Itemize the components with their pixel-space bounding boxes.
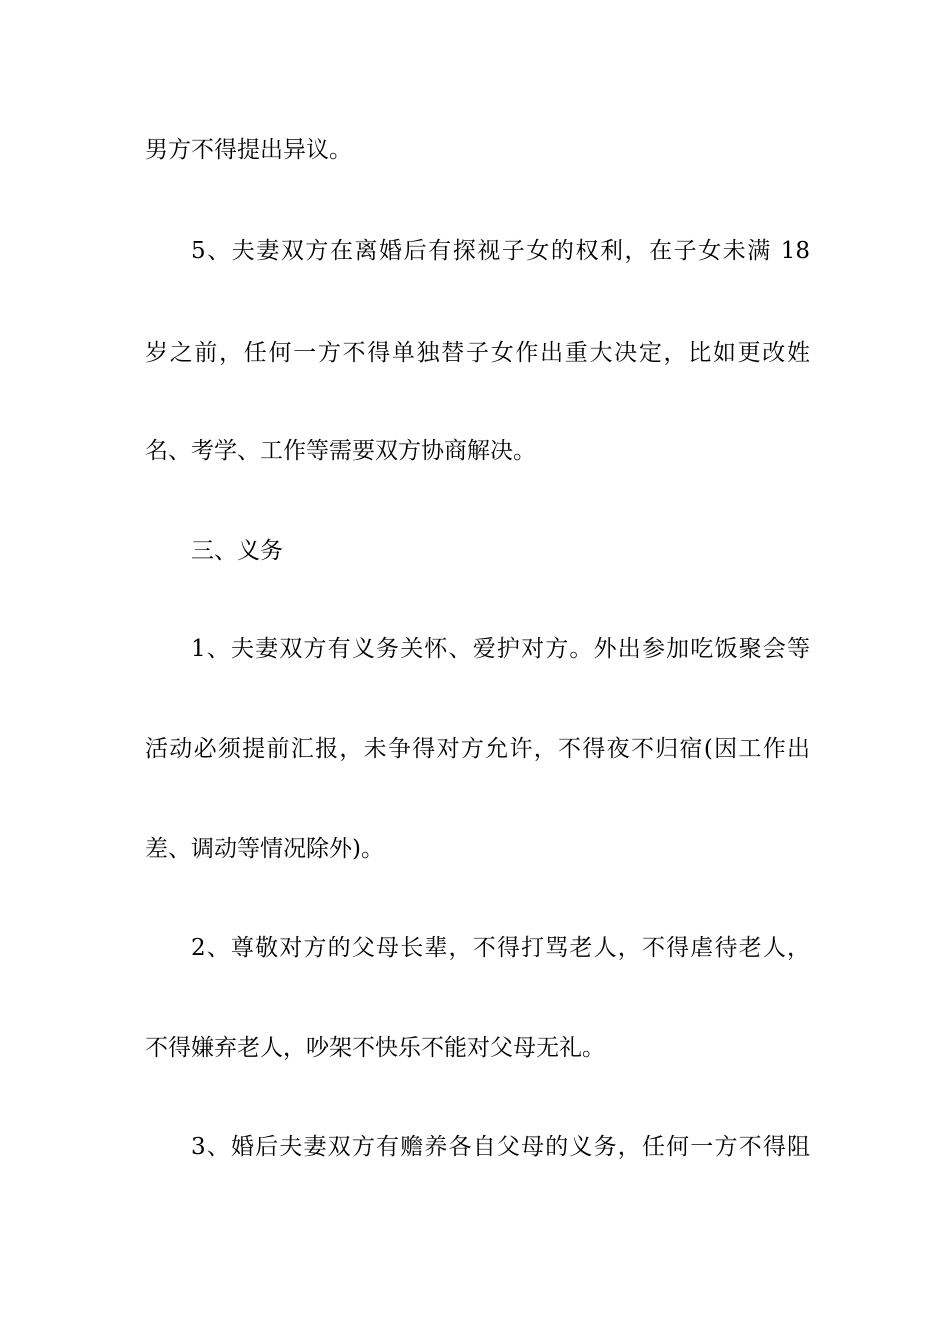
paragraph-line: 3、婚后夫妻双方有赡养各自父母的义务，任何一方不得阻 [191, 1134, 810, 1160]
paragraph-line: 活动必须提前汇报，未争得对方允许，不得夜不归宿(因工作出 [145, 736, 810, 762]
paragraph-line: 1、夫妻双方有义务关怀、爱护对方。外出参加吃饭聚会等 [191, 636, 810, 662]
paragraph-line: 5、夫妻双方在离婚后有探视子女的权利，在子女未满 18 [191, 238, 810, 264]
paragraph-line: 2、尊敬对方的父母长辈，不得打骂老人，不得虐待老人， [191, 935, 810, 961]
paragraph-line: 差、调动等情况除外)。 [145, 836, 384, 862]
paragraph-line: 岁之前，任何一方不得单独替子女作出重大决定，比如更改姓 [145, 340, 810, 366]
paragraph-line: 名、考学、工作等需要双方协商解决。 [145, 438, 536, 464]
paragraph-line: 不得嫌弃老人，吵架不快乐不能对父母无礼。 [145, 1035, 605, 1061]
section-heading: 三、义务 [191, 538, 283, 564]
paragraph-line: 男方不得提出异议。 [145, 137, 352, 163]
